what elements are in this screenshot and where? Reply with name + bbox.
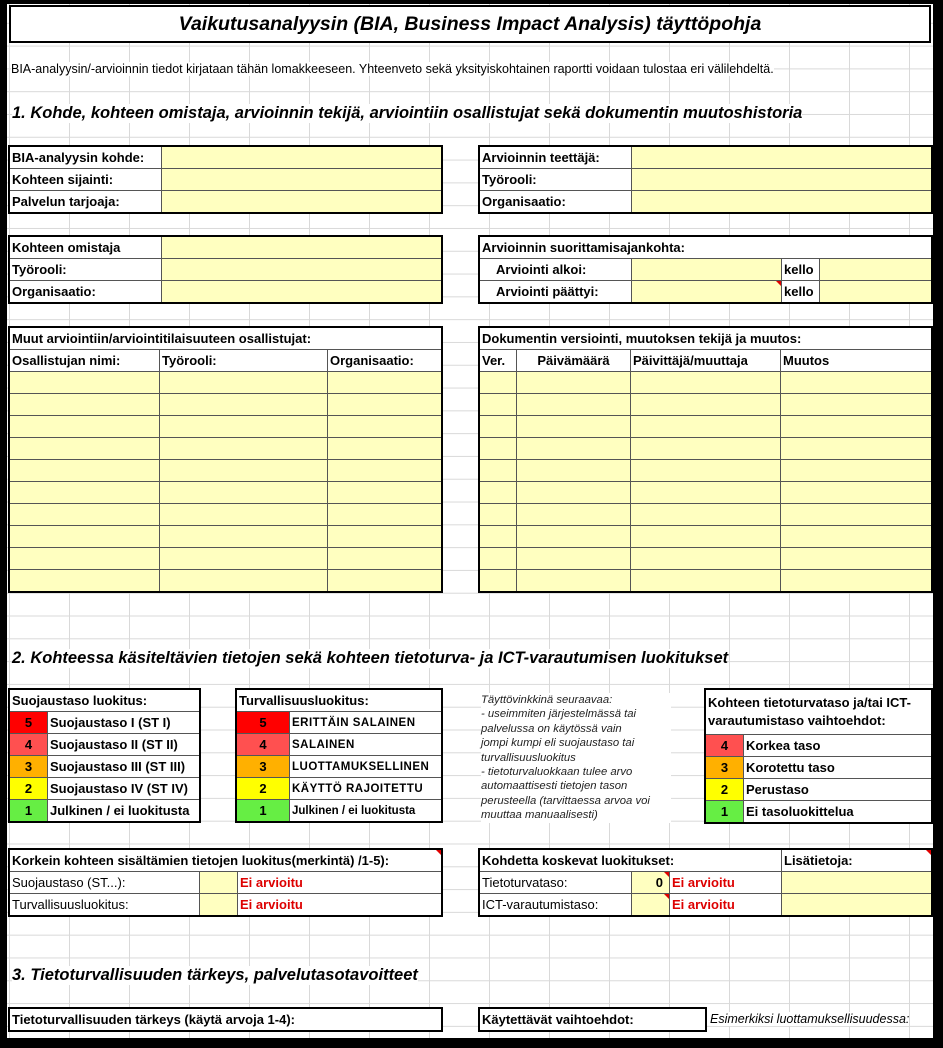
- target-classification-table: [479, 849, 932, 916]
- protection-num: 1: [10, 800, 48, 822]
- date-cell[interactable]: [517, 438, 631, 460]
- table-row: [480, 504, 932, 526]
- security-num: 3: [237, 756, 290, 778]
- version-col-ver: Ver.: [480, 350, 517, 372]
- participant-org-cell[interactable]: [328, 394, 442, 416]
- version-col-date: Päivämäärä: [517, 350, 631, 372]
- table-row: [10, 482, 442, 504]
- participant-name-cell[interactable]: [10, 526, 160, 548]
- note-line: palvelussa on käytössä vain: [481, 722, 622, 735]
- table-row: [480, 416, 932, 438]
- importance-label: Tietoturvallisuuden tärkeys (käytä arvoja 1-4):: [10, 1009, 442, 1031]
- table-row: [10, 372, 442, 394]
- owner-org-label: Organisaatio:: [10, 281, 162, 303]
- end-label: Arviointi päättyi:: [480, 281, 632, 303]
- participants-header: Muut arviointiin/arviointitilaisuuteen osallistujat:: [10, 328, 442, 350]
- table-row: [480, 438, 932, 460]
- version-cell[interactable]: [480, 548, 517, 570]
- security-level-status: Ei arvioitu: [670, 872, 782, 894]
- participant-org-cell[interactable]: [328, 416, 442, 438]
- version-cell[interactable]: [480, 482, 517, 504]
- participant-org-cell[interactable]: [328, 372, 442, 394]
- note-line: jompi kumpi eli suojaustaso tai: [481, 737, 635, 750]
- participant-name-cell[interactable]: [10, 438, 160, 460]
- intro-text: BIA-analyysin/-arvioinnin tiedot kirjataan tähän lomakkeeseen. Yhteenveto sekä yksityiskohtainen raportti voidaan tulostaa eri välilehdeltä.: [11, 62, 774, 76]
- security-num: 5: [237, 712, 290, 734]
- end-date-input[interactable]: [632, 281, 782, 303]
- versioning-header: Dokumentin versiointi, muutoksen tekijä ja muutos:: [480, 328, 932, 350]
- spreadsheet-sheet: [7, 4, 933, 1038]
- highest-protection-status: Ei arvioitu: [238, 872, 442, 894]
- participant-name-cell[interactable]: [10, 482, 160, 504]
- version-cell[interactable]: [480, 460, 517, 482]
- protection-header: Suojaustaso luokitus:: [10, 690, 200, 712]
- highest-protection-label: Suojaustaso (ST...):: [10, 872, 200, 894]
- form-title: Vaikutusanalyysin (BIA, Business Impact Analysis) täyttöpohja: [178, 12, 762, 35]
- security-level-value-text: 0: [655, 875, 663, 890]
- editor-cell[interactable]: [631, 416, 781, 438]
- extra-info-input-2[interactable]: [782, 894, 932, 916]
- protection-level-table: [9, 689, 200, 822]
- note-line: - useimmiten järjestelmässä tai: [481, 708, 637, 721]
- start-label: Arviointi alkoi:: [480, 259, 632, 281]
- timing-header: Arvioinnin suorittamisajankohta:: [480, 237, 932, 259]
- provider-label: Palvelun tarjoaja:: [10, 191, 162, 213]
- timing-table: [479, 236, 932, 303]
- version-cell[interactable]: [480, 570, 517, 592]
- option-label: Korotettu taso: [744, 757, 932, 779]
- table-row: [480, 526, 932, 548]
- assessor-org-label: Organisaatio:: [480, 191, 632, 213]
- comment-marker-icon: [664, 894, 669, 899]
- participant-org-cell[interactable]: [328, 570, 442, 592]
- participant-role-cell[interactable]: [160, 416, 328, 438]
- security-level-label: Tietoturvataso:: [480, 872, 632, 894]
- highest-security-status: Ei arvioitu: [238, 894, 442, 916]
- participant-name-cell[interactable]: [10, 504, 160, 526]
- table-row: [480, 570, 932, 592]
- participant-role-cell[interactable]: [160, 570, 328, 592]
- change-cell[interactable]: [781, 394, 932, 416]
- extra-info-header-text: Lisätietoja:: [784, 853, 853, 868]
- provider-input[interactable]: [162, 191, 442, 213]
- options-label-table: [479, 1008, 706, 1031]
- highest-protection-input[interactable]: [200, 872, 238, 894]
- comment-marker-icon: [664, 872, 669, 877]
- version-cell[interactable]: [480, 416, 517, 438]
- assessor-role-input[interactable]: [632, 169, 932, 191]
- table-row: [10, 548, 442, 570]
- participant-org-cell[interactable]: [328, 548, 442, 570]
- change-cell[interactable]: [781, 548, 932, 570]
- extra-info-header: [782, 850, 932, 872]
- participants-col-org: Organisaatio:: [328, 350, 442, 372]
- target-table: [9, 146, 442, 213]
- editor-cell[interactable]: [631, 504, 781, 526]
- option-num: 4: [706, 735, 744, 757]
- fill-tip-note: [481, 693, 671, 823]
- note-line: turvallisuusluokitus: [481, 751, 576, 764]
- protection-label: Julkinen / ei luokitusta: [48, 800, 200, 822]
- owner-role-label: Työrooli:: [10, 259, 162, 281]
- participant-org-cell[interactable]: [328, 526, 442, 548]
- section3-heading: 3. Tietoturvallisuuden tärkeys, palvelutasotavoitteet: [12, 966, 418, 984]
- protection-label: Suojaustaso I (ST I): [48, 712, 200, 734]
- note-line: automaattisesti tietojen tason: [481, 780, 628, 793]
- option-label: Perustaso: [744, 779, 932, 801]
- option-num: 2: [706, 779, 744, 801]
- security-label: ERITTÄIN SALAINEN: [290, 712, 442, 734]
- protection-num: 4: [10, 734, 48, 756]
- participant-name-cell[interactable]: [10, 394, 160, 416]
- table-row: [10, 416, 442, 438]
- protection-num: 5: [10, 712, 48, 734]
- participant-role-cell[interactable]: [160, 460, 328, 482]
- start-time-label: kello: [782, 259, 820, 281]
- change-cell[interactable]: [781, 504, 932, 526]
- participant-org-cell[interactable]: [328, 460, 442, 482]
- change-cell[interactable]: [781, 438, 932, 460]
- participant-role-cell[interactable]: [160, 438, 328, 460]
- participant-role-cell[interactable]: [160, 394, 328, 416]
- option-label: Ei tasoluokittelua: [744, 801, 932, 823]
- table-row: [480, 482, 932, 504]
- date-cell[interactable]: [517, 526, 631, 548]
- level-options-table: [705, 689, 932, 823]
- change-cell[interactable]: [781, 416, 932, 438]
- options-header: [706, 690, 932, 735]
- security-label: SALAINEN: [290, 734, 442, 756]
- participant-name-cell[interactable]: [10, 372, 160, 394]
- location-label: Kohteen sijainti:: [10, 169, 162, 191]
- version-cell[interactable]: [480, 526, 517, 548]
- comment-marker-icon: [436, 850, 441, 855]
- protection-num: 3: [10, 756, 48, 778]
- participant-role-cell[interactable]: [160, 548, 328, 570]
- assessor-table: [479, 146, 932, 213]
- owner-table: [9, 236, 442, 303]
- version-col-editor: Päivittäjä/muuttaja: [631, 350, 781, 372]
- participants-col-name: Osallistujan nimi:: [10, 350, 160, 372]
- table-row: [10, 504, 442, 526]
- target-class-header: Kohdetta koskevat luokitukset:: [480, 850, 782, 872]
- change-cell[interactable]: [781, 570, 932, 592]
- importance-table: [9, 1008, 442, 1031]
- participant-role-cell[interactable]: [160, 482, 328, 504]
- participant-org-cell[interactable]: [328, 482, 442, 504]
- comment-marker-icon: [776, 281, 781, 286]
- participant-role-cell[interactable]: [160, 504, 328, 526]
- section1-heading: 1. Kohde, kohteen omistaja, arvioinnin tekijä, arviointiin osallistujat sekä dokumentin muutoshistoria: [12, 104, 803, 122]
- highest-classification-table: [9, 849, 442, 916]
- owner-org-input[interactable]: [162, 281, 442, 303]
- table-row: [480, 548, 932, 570]
- editor-cell[interactable]: [631, 570, 781, 592]
- participants-table: [9, 327, 442, 592]
- date-cell[interactable]: [517, 504, 631, 526]
- security-header: Turvallisuusluokitus:: [237, 690, 442, 712]
- option-label: Korkea taso: [744, 735, 932, 757]
- protection-label: Suojaustaso IV (ST IV): [48, 778, 200, 800]
- change-cell[interactable]: [781, 526, 932, 548]
- extra-info-input[interactable]: [782, 872, 932, 894]
- note-line: Täyttövinkkinä seuraavaa:: [481, 694, 613, 706]
- protection-label: Suojaustaso II (ST II): [48, 734, 200, 756]
- editor-cell[interactable]: [631, 526, 781, 548]
- date-cell[interactable]: [517, 570, 631, 592]
- editor-cell[interactable]: [631, 460, 781, 482]
- table-row: [480, 460, 932, 482]
- date-cell[interactable]: [517, 394, 631, 416]
- highest-header: [10, 850, 442, 872]
- version-cell[interactable]: [480, 438, 517, 460]
- form-title-box: [9, 5, 931, 43]
- security-label: Julkinen / ei luokitusta: [290, 800, 442, 822]
- table-row: [480, 394, 932, 416]
- version-col-change: Muutos: [781, 350, 932, 372]
- ict-level-label: ICT-varautumistaso:: [480, 894, 632, 916]
- assessor-org-input[interactable]: [632, 191, 932, 213]
- change-cell[interactable]: [781, 460, 932, 482]
- participants-col-role: Työrooli:: [160, 350, 328, 372]
- owner-input[interactable]: [162, 237, 442, 259]
- change-cell[interactable]: [781, 482, 932, 504]
- protection-label: Suojaustaso III (ST III): [48, 756, 200, 778]
- table-row: [10, 438, 442, 460]
- location-input[interactable]: [162, 169, 442, 191]
- commissioner-input[interactable]: [632, 147, 932, 169]
- end-time-label: kello: [782, 281, 820, 303]
- option-num: 1: [706, 801, 744, 823]
- ict-level-value[interactable]: [632, 894, 670, 916]
- editor-cell[interactable]: [631, 438, 781, 460]
- available-options-label: Käytettävät vaihtoehdot:: [480, 1009, 706, 1031]
- participant-name-cell[interactable]: [10, 416, 160, 438]
- participant-role-cell[interactable]: [160, 372, 328, 394]
- note-line: - tietoturvaluokkaan tulee arvo: [481, 766, 633, 779]
- end-time-input[interactable]: [820, 281, 932, 303]
- protection-num: 2: [10, 778, 48, 800]
- start-date-input[interactable]: [632, 259, 782, 281]
- highest-header-text: Korkein kohteen sisältämien tietojen luokitus(merkintä) /1-5):: [12, 853, 390, 868]
- table-row: [10, 526, 442, 548]
- start-time-input[interactable]: [820, 259, 932, 281]
- date-cell[interactable]: [517, 416, 631, 438]
- participant-role-cell[interactable]: [160, 526, 328, 548]
- editor-cell[interactable]: [631, 548, 781, 570]
- version-cell[interactable]: [480, 504, 517, 526]
- option-num: 3: [706, 757, 744, 779]
- versioning-table: [479, 327, 932, 592]
- assessor-role-label: Työrooli:: [480, 169, 632, 191]
- highest-security-input[interactable]: [200, 894, 238, 916]
- participant-name-cell[interactable]: [10, 570, 160, 592]
- security-num: 1: [237, 800, 290, 822]
- options-header-line: Kohteen tietoturvataso ja/tai ICT-: [708, 695, 911, 710]
- editor-cell[interactable]: [631, 482, 781, 504]
- security-classification-table: [236, 689, 442, 822]
- owner-label: Kohteen omistaja: [10, 237, 162, 259]
- date-cell[interactable]: [517, 548, 631, 570]
- options-header-line: varautumistaso vaihtoehdot:: [708, 713, 886, 728]
- change-cell[interactable]: [781, 372, 932, 394]
- date-cell[interactable]: [517, 482, 631, 504]
- security-level-value[interactable]: [632, 872, 670, 894]
- comment-marker-icon: [926, 850, 931, 855]
- section2-heading: 2. Kohteessa käsiteltävien tietojen sekä kohteen tietoturva- ja ICT-varautumisen luokitukset: [12, 649, 729, 667]
- date-cell[interactable]: [517, 372, 631, 394]
- ict-level-status: Ei arvioitu: [670, 894, 782, 916]
- participant-org-cell[interactable]: [328, 438, 442, 460]
- commissioner-label: Arvioinnin teettäjä:: [480, 147, 632, 169]
- owner-role-input[interactable]: [162, 259, 442, 281]
- example-text: Esimerkiksi luottamuksellisuudessa:: [710, 1012, 910, 1026]
- participant-name-cell[interactable]: [10, 548, 160, 570]
- version-cell[interactable]: [480, 394, 517, 416]
- table-row: [10, 460, 442, 482]
- date-cell[interactable]: [517, 460, 631, 482]
- security-label: LUOTTAMUKSELLINEN: [290, 756, 442, 778]
- note-line: muuttaa manuaalisesti): [481, 809, 598, 822]
- participant-name-cell[interactable]: [10, 460, 160, 482]
- highest-security-label: Turvallisuusluokitus:: [10, 894, 200, 916]
- participant-org-cell[interactable]: [328, 504, 442, 526]
- target-input[interactable]: [162, 147, 442, 169]
- target-label: BIA-analyysin kohde:: [10, 147, 162, 169]
- security-label: KÄYTTÖ RAJOITETTU: [290, 778, 442, 800]
- editor-cell[interactable]: [631, 394, 781, 416]
- table-row: [10, 394, 442, 416]
- editor-cell[interactable]: [631, 372, 781, 394]
- note-line: perusteella (tarvittaessa arvoa voi: [481, 794, 650, 807]
- security-num: 4: [237, 734, 290, 756]
- table-row: [10, 570, 442, 592]
- version-cell[interactable]: [480, 372, 517, 394]
- security-num: 2: [237, 778, 290, 800]
- table-row: [480, 372, 932, 394]
